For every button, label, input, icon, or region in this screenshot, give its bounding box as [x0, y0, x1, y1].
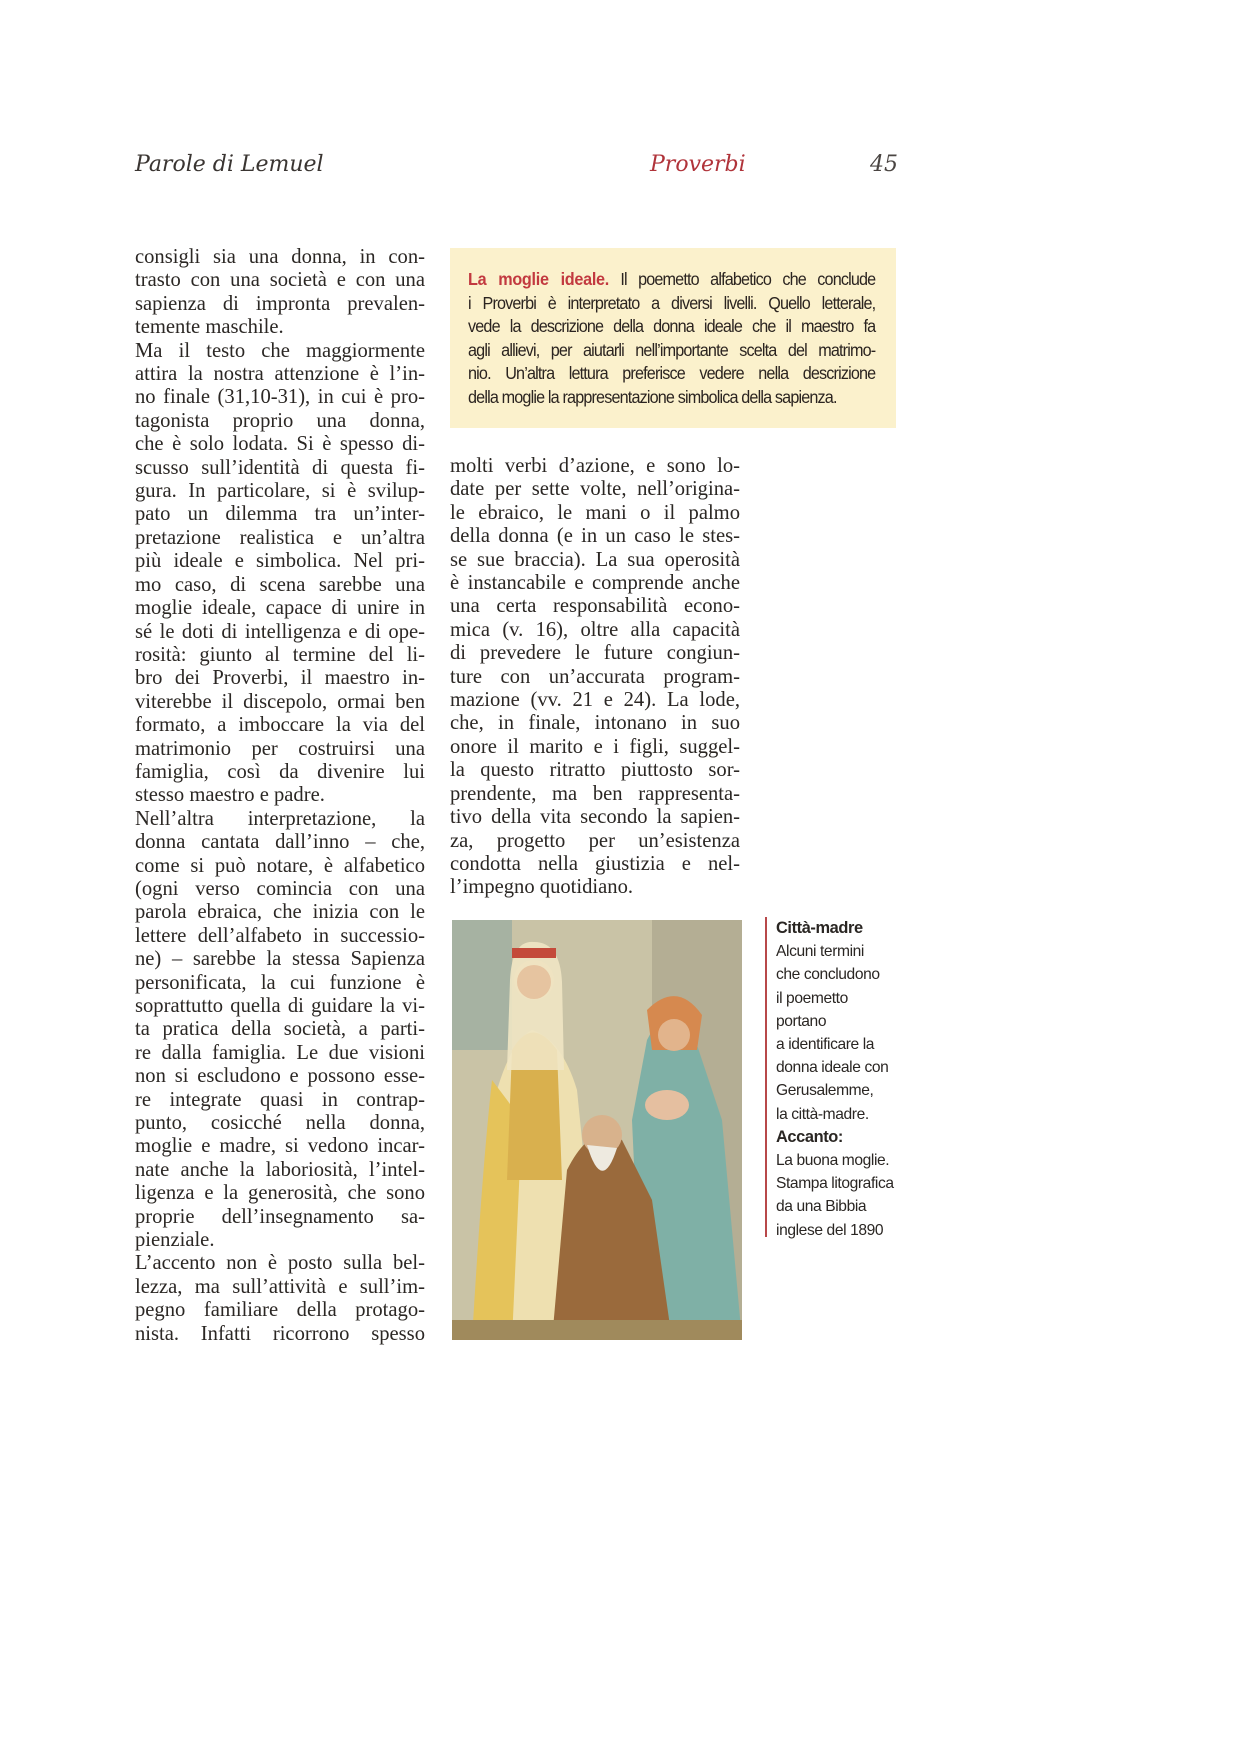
caption-label: Accanto:	[776, 1127, 843, 1146]
text-line: stesso maestro e padre.	[135, 784, 325, 807]
text-line: pegno familiare della protago-	[135, 1299, 425, 1322]
text-line: L’accento non è posto sulla bel-	[135, 1252, 425, 1275]
caption-line: Alcuni termini	[776, 943, 864, 961]
text-line: parola ebraica, che inizia con le	[135, 901, 425, 924]
text-line: mica (v. 16), oltre alla capacità	[450, 618, 740, 641]
text-line: ligenza e la generosità, che sono	[135, 1182, 425, 1205]
text-line: consigli sia una donna, in con-	[135, 246, 425, 268]
text-line: onore il marito e i figli, suggel-	[450, 735, 740, 758]
box-line: nio. Un’altra lettura preferisce vedere nella descrizione	[468, 363, 876, 384]
text-line: prendente, ma ben rappresenta-	[450, 782, 740, 805]
page-number: 45	[870, 152, 898, 177]
text-line: sapienza di impronta prevalen-	[135, 292, 425, 315]
text-line: (ogni verso comincia con una	[135, 877, 425, 900]
text-line: mazione (vv. 21 e 24). La lode,	[450, 689, 740, 712]
box-line	[468, 268, 875, 292]
text-line: punto, cosicché nella donna,	[135, 1112, 425, 1135]
running-header-book: Proverbi	[650, 152, 746, 177]
text-line: che, in finale, intonano in suo	[450, 712, 740, 735]
text-line: sé le doti di intelligenza e di ope-	[135, 620, 425, 643]
box-title: La moglie ideale.	[468, 269, 609, 289]
body-column-middle	[450, 455, 740, 900]
text-line: no finale (31,10-31), in cui è pro-	[135, 386, 425, 409]
text-line: mo caso, di scena sarebbe una	[135, 573, 425, 596]
caption-line: Gerusalemme,	[776, 1082, 874, 1100]
text-line: personificata, la cui funzione è	[135, 971, 425, 994]
text-line: se sue braccia). La sua operosità	[450, 548, 740, 571]
caption-line: La buona moglie.	[776, 1152, 890, 1170]
text-line: viterebbe il discepolo, ormai ben	[135, 690, 425, 713]
text-line: temente maschile.	[135, 316, 284, 339]
box-line: vede la descrizione della donna ideale che il maestro fa	[468, 316, 876, 337]
sidebar-box	[450, 248, 896, 428]
text-line: re dalla famiglia. Le due visioni	[135, 1041, 425, 1064]
text-line: matrimonio per costruirsi una	[135, 737, 425, 760]
caption-line: da una Bibbia	[776, 1198, 867, 1216]
text-line: ne) – sarebbe la stessa Sapienza	[135, 948, 425, 971]
box-line: della moglie la rappresentazione simbolica della sapienza.	[468, 386, 837, 407]
image-caption	[765, 917, 894, 1237]
text-line: formato, a imboccare la via del	[135, 714, 425, 737]
caption-line: a identificare la	[776, 1036, 875, 1054]
text-line: non si escludono e possono esse-	[135, 1065, 425, 1088]
text-line: della donna (e in un caso le stes-	[450, 525, 740, 548]
text-line: nista. Infatti ricorrono spesso	[135, 1322, 425, 1345]
caption-line: che concludono	[776, 966, 880, 984]
text-line: moglie e madre, si vedono incar-	[135, 1135, 425, 1158]
text-line: re integrate quasi in contrap-	[135, 1088, 425, 1111]
text-line: bro dei Proverbi, il maestro in-	[135, 667, 425, 690]
text-line: come si può notare, è alfabetico	[135, 854, 425, 877]
text-line: ture con un’accurata program-	[450, 665, 740, 688]
text-line: attira la nostra attenzione è l’in-	[135, 363, 425, 386]
text-line: le ebraico, le mani o il palmo	[450, 501, 740, 524]
caption-line: Stampa litografica	[776, 1175, 894, 1193]
text-line: lettere dell’alfabeto in successio-	[135, 924, 425, 947]
text-line: pretazione realistica e un’altra	[135, 526, 425, 549]
text-line: date per sette volte, nell’origina-	[450, 478, 740, 501]
text-line: nate anche la laboriosità, l’intel-	[135, 1158, 425, 1181]
caption-line: il poemetto	[776, 989, 848, 1007]
body-column-left	[135, 246, 425, 1346]
text-line: moglie ideale, capace di unire in	[135, 597, 425, 620]
text-line: pienziale.	[135, 1229, 215, 1252]
text-line: condotta nella giustizia e nel-	[450, 852, 740, 875]
text-line: rosità: giunto al termine del li-	[135, 643, 425, 666]
caption-line: donna ideale con	[776, 1059, 889, 1077]
text-line: è instancabile e comprende anche	[450, 572, 740, 595]
text-line: trasto con una società e con una	[135, 269, 425, 292]
box-line-text: Il poemetto alfabetico che conclude	[608, 269, 876, 289]
text-line: la questo ritratto piuttosto sor-	[450, 759, 740, 782]
text-line: proprie dell’insegnamento sa-	[135, 1205, 425, 1228]
text-line: pato un dilemma tra un’inter-	[135, 503, 425, 526]
text-line: l’impegno quotidiano.	[450, 876, 634, 899]
text-line: tagonista proprio una donna,	[135, 409, 425, 432]
caption-line: inglese del 1890	[776, 1221, 884, 1239]
text-line: Ma il testo che maggiormente	[135, 339, 425, 362]
text-line: una certa responsabilità econo-	[450, 595, 740, 618]
caption-line: portano	[776, 1012, 827, 1030]
text-line: donna cantata dall’inno – che,	[135, 831, 425, 854]
text-line: che è solo lodata. Si è spesso di-	[135, 433, 425, 456]
box-line: agli allievi, per aiutarli nell’importante scelta del matrimo-	[468, 339, 876, 360]
text-line: molti verbi d’azione, e sono lo-	[450, 455, 740, 477]
text-line: di prevedere le future congiun-	[450, 642, 740, 665]
text-line: Nell’altra interpretazione, la	[135, 807, 425, 830]
text-line: più ideale e simbolica. Nel pri-	[135, 550, 425, 573]
text-line: lezza, ma sull’attività e sull’im-	[135, 1275, 425, 1298]
caption-line: la città-madre.	[776, 1105, 869, 1123]
text-line: soprattutto quella di guidare la vi-	[135, 995, 425, 1017]
text-line: za, progetto per un’esistenza	[450, 829, 740, 852]
text-line: tivo della vita secondo la sapien-	[450, 806, 740, 829]
text-line: gura. In particolare, si è svilup-	[135, 480, 425, 503]
box-line: i Proverbi è interpretato a diversi livelli. Quello letterale,	[468, 292, 876, 313]
lithograph-illustration	[452, 920, 742, 1340]
sidebar-box-text	[468, 268, 875, 410]
text-line: scusso sull’identità di questa fi-	[135, 456, 425, 479]
caption-title: Città-madre	[776, 919, 863, 937]
running-header-section: Parole di Lemuel	[135, 152, 324, 177]
text-line: famiglia, così da divenire lui	[135, 760, 425, 783]
text-line: ta pratica della società, a parti-	[135, 1018, 425, 1041]
